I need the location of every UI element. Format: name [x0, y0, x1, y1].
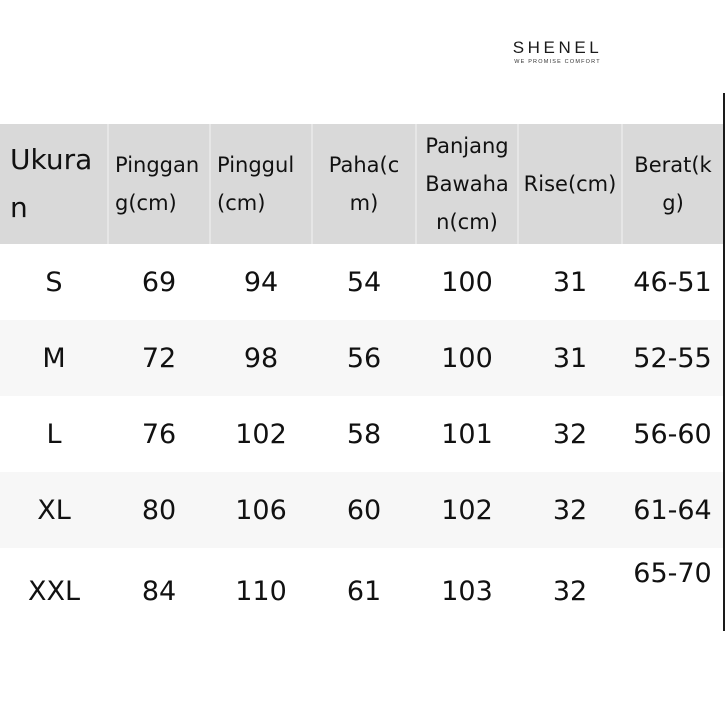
table-row [0, 472, 723, 548]
cell-thigh: 54 [312, 244, 416, 320]
brand-logo [490, 38, 625, 66]
cell-hip: 102 [210, 396, 312, 472]
table-header-row [0, 124, 723, 244]
cell-rise: 32 [518, 472, 622, 548]
cell-rise: 32 [518, 396, 622, 472]
cell-size: S [0, 244, 108, 320]
cell-weight: 65-70 [622, 548, 723, 634]
cell-waist: 72 [108, 320, 210, 396]
cell-weight: 61-64 [622, 472, 723, 548]
cell-waist: 80 [108, 472, 210, 548]
cell-hip: 94 [210, 244, 312, 320]
cell-hip: 106 [210, 472, 312, 548]
header-size: Ukuran [0, 124, 108, 244]
cell-thigh: 56 [312, 320, 416, 396]
cell-size: XXL [0, 548, 108, 634]
table-row [0, 320, 723, 396]
table-row [0, 396, 723, 472]
cell-weight: 46-51 [622, 244, 723, 320]
cell-weight: 52-55 [622, 320, 723, 396]
table-row [0, 548, 723, 634]
cell-hip: 110 [210, 548, 312, 634]
cell-size: XL [0, 472, 108, 548]
cell-weight: 56-60 [622, 396, 723, 472]
cell-rise: 31 [518, 320, 622, 396]
cell-length: 101 [416, 396, 518, 472]
cell-size: L [0, 396, 108, 472]
cell-length: 100 [416, 244, 518, 320]
cell-rise: 32 [518, 548, 622, 634]
cell-waist: 84 [108, 548, 210, 634]
brand-name: SHENEL [512, 38, 603, 57]
header-waist: Pinggang(cm) [108, 124, 210, 244]
cell-thigh: 60 [312, 472, 416, 548]
header-hip: Pinggul(cm) [210, 124, 312, 244]
brand-tagline: WE PROMISE COMFORT [514, 59, 601, 65]
header-weight: Berat(kg) [622, 124, 723, 244]
header-thigh: Paha(cm) [312, 124, 416, 244]
header-rise: Rise(cm) [518, 124, 622, 244]
table-row [0, 244, 723, 320]
cell-waist: 76 [108, 396, 210, 472]
cell-size: M [0, 320, 108, 396]
cell-length: 103 [416, 548, 518, 634]
cell-thigh: 58 [312, 396, 416, 472]
cell-rise: 31 [518, 244, 622, 320]
cell-length: 102 [416, 472, 518, 548]
cell-thigh: 61 [312, 548, 416, 634]
header-length: Panjang Bawahan(cm) [416, 124, 518, 244]
cell-waist: 69 [108, 244, 210, 320]
cell-hip: 98 [210, 320, 312, 396]
right-edge-divider [723, 93, 725, 631]
size-chart-table [0, 124, 723, 634]
cell-length: 100 [416, 320, 518, 396]
